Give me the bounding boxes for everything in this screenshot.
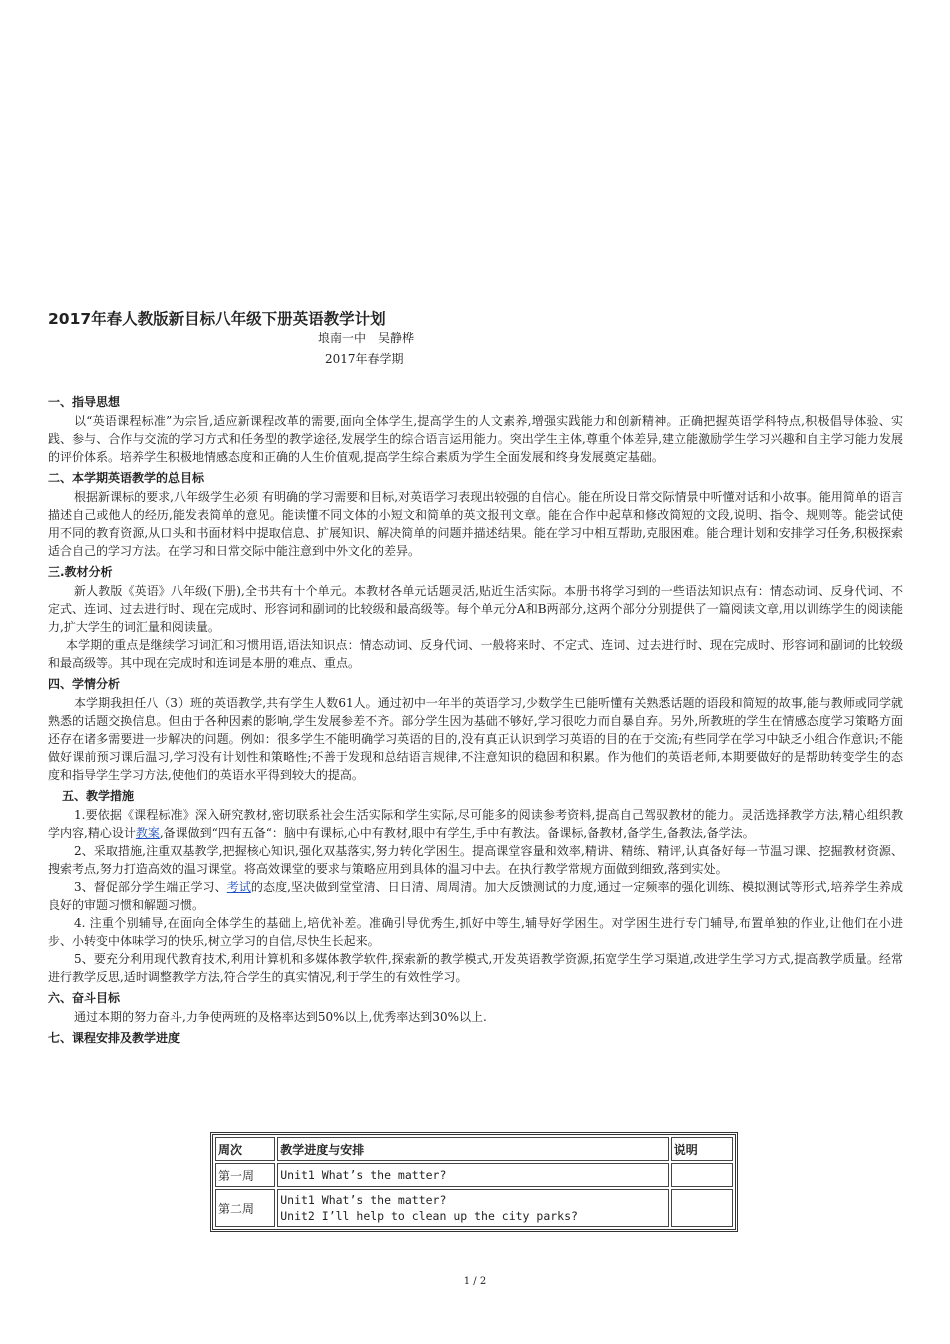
progress-line: Unit2 I’ll help to clean up the city parks? — [280, 1209, 578, 1223]
progress-line: Unit1 What’s the matter? — [280, 1168, 447, 1182]
measure-text: 的态度,坚决做到堂堂清、日日清、周周清。加大反馈测试的力度,通过一定频率的强化训练、模拟测试等形式,培养学生养成良好的审题习惯和解题习惯。 — [48, 880, 903, 912]
section-heading-students: 四、学情分析 — [48, 677, 121, 691]
progress-cell — [277, 1163, 669, 1187]
measure-item: 5、要充分利用现代教育技术,利用计算机和多媒体教学软件,探索新的教学模式,开发英语教学资源,拓宽学生学习渠道,改进学生学习方式,提高教学质量。经常进行教学反思,适时调整教学方法,符合学生的真实情况,利于学生的有效性学习。 — [48, 952, 903, 984]
measure-item: 4. 注重个别辅导,在面向全体学生的基础上,培优补差。准确引导优秀生,抓好中等生,辅导好学困生。对学困生进行专门辅导,布置单独的作业,让他们在小进步、小转变中体味学习的快乐,树立学习的自信,尽快生长起来。 — [48, 916, 903, 948]
section-heading-measures: 五、教学措施 — [62, 789, 135, 803]
page-number: 1 / 2 — [463, 1276, 487, 1287]
table-header-row — [215, 1137, 733, 1161]
schedule-table — [210, 1132, 738, 1232]
section-paragraph: 通过本期的努力奋斗,力争使两班的及格率达到50%以上,优秀率达到30%以上. — [74, 1010, 487, 1024]
header-progress: 教学进度与安排 — [277, 1137, 669, 1161]
note-cell — [671, 1163, 733, 1187]
progress-line: Unit1 What’s the matter? — [280, 1193, 447, 1207]
section-paragraph: 新人教版《英语》八年级(下册),全书共有十个单元。本教材各单元话题灵活,贴近生活实际。本册书将学习到的一些语法知识点有：情态动词、反身代词、不定式、连词、过去进行时、现在完成时、形容词和副词的比较级和最高级等。每个单元分A和B两部分,这两个部分分别提供了一篇阅读文章,用以训练学生的阅读能力,扩大学生的词汇量和阅读量。 — [48, 584, 903, 634]
document-title: 2017年春人教版新目标八年级下册英语教学计划 — [48, 310, 386, 328]
measure-item — [48, 806, 903, 842]
exam-link[interactable]: 考试 — [226, 880, 251, 894]
section-paragraph: 本学期的重点是继续学习词汇和习惯用语,语法知识点：情态动词、反身代词、一般将来时、不定式、连词、过去进行时、现在完成时、形容词和副词的比较级和最高级等。其中现在完成时和连词是本册的难点、重点。 — [48, 638, 903, 670]
progress-cell — [277, 1189, 669, 1227]
table-row — [215, 1163, 733, 1187]
section-heading-guiding: 一、指导思想 — [48, 395, 121, 409]
section-heading-textbook: 三.教材分析 — [48, 565, 113, 579]
header-notes: 说明 — [671, 1137, 733, 1161]
author-line: 埌南一中 吴静桦 — [318, 331, 415, 345]
table-row — [215, 1189, 733, 1227]
measure-item — [48, 878, 903, 914]
note-cell — [671, 1189, 733, 1227]
term-line: 2017年春学期 — [325, 352, 404, 366]
week-cell: 第一周 — [215, 1163, 275, 1187]
measure-text: ,备课做到“四有五备“：脑中有课标,心中有教材,眼中有学生,手中有教法。备课标,备教材,备学生,备教法,备学法。 — [159, 826, 755, 840]
week-cell: 第二周 — [215, 1189, 275, 1227]
section-heading-goals: 二、本学期英语教学的总目标 — [48, 471, 205, 485]
section-heading-schedule: 七、课程安排及教学进度 — [48, 1031, 181, 1045]
section-paragraph: 以“英语课程标准”为宗旨,适应新课程改革的需要,面向全体学生,提高学生的人文素养,增强实践能力和创新精神。正确把握英语学科特点,积极倡导体验、实践、参与、合作与交流的学习方式和任务型的教学途径,发展学生的综合语言运用能力。突出学生主体,尊重个体差异,建立能激励学生学习兴趣和自主学习能力发展的评价体系。培养学生积极地情感态度和正确的人生价值观,提高学生综合素质为学生全面发展和终身发展奠定基础。 — [48, 414, 903, 464]
section-heading-targets: 六、奋斗目标 — [48, 991, 121, 1005]
header-week: 周次 — [215, 1137, 275, 1161]
section-paragraph: 根据新课标的要求,八年级学生必须 有明确的学习需要和目标,对英语学习表现出较强的自信心。能在所设日常交际情景中听懂对话和小故事。能用简单的语言描述自己或他人的经历,能发表简单的意见。能读懂不同文体的小短文和简单的英文报刊文章。能在合作中起草和修改简短的文段,说明、指令、规则等。能尝试使用不同的教育资源,从口头和书面材料中提取信息、扩展知识、解决简单的问题并描述结果。能在学习中相互帮助,克服困难。能合理计划和安排学习任务,积极探索适合自己的学习方法。在学习和日常交际中能注意到中外文化的差异。 — [48, 490, 903, 558]
lesson-plan-link[interactable]: 教案 — [135, 826, 160, 840]
document-body — [48, 390, 903, 1048]
section-paragraph: 本学期我担任八（3）班的英语教学,共有学生人数61人。通过初中一年半的英语学习,少数学生已能听懂有关熟悉话题的语段和简短的故事,能与教师或同学就熟悉的话题交换信息。但由于各种因素的影响,学生发展参差不齐。部分学生因为基础不够好,学习很吃力而自暴自弃。另外,所教班的学生在情感态度学习策略方面还存在诸多需要进一步解决的问题。例如：很多学生不能明确学习英语的目的,没有真正认识到学习英语的目的在于交流;有些同学在学习中缺乏小组合作意识;不能做好课前预习课后温习,学习没有计划性和策略性;不善于发现和总结语言规律,不注意知识的稳固和积累。作为他们的英语老师,本期要做好的是帮助转变学生的态度和指导学生学习方法,使他们的英语水平得到较大的提高。 — [48, 696, 903, 782]
measure-text: 1.要依据《课程标准》深入研究教材,密切联系社会生活实际和学生实际,尽可能多的阅读参考资料,提高自己驾驭教材的能力。灵活选择教学方法,精心组织教学内容,精心设计 — [48, 808, 903, 840]
measure-text: 3、督促部分学生端正学习、 — [74, 880, 227, 894]
measure-item: 2、采取措施,注重双基教学,把握核心知识,强化双基落实,努力转化学困生。提高课堂容量和效率,精讲、精练、精评,认真备好每一节温习课、挖掘教材资源、搜索考点,努力打造高效的温习课堂。将高效课堂的要求与策略应用到具体的温习中去。在执行教学常规方面做到细致,落到实处。 — [48, 844, 903, 876]
